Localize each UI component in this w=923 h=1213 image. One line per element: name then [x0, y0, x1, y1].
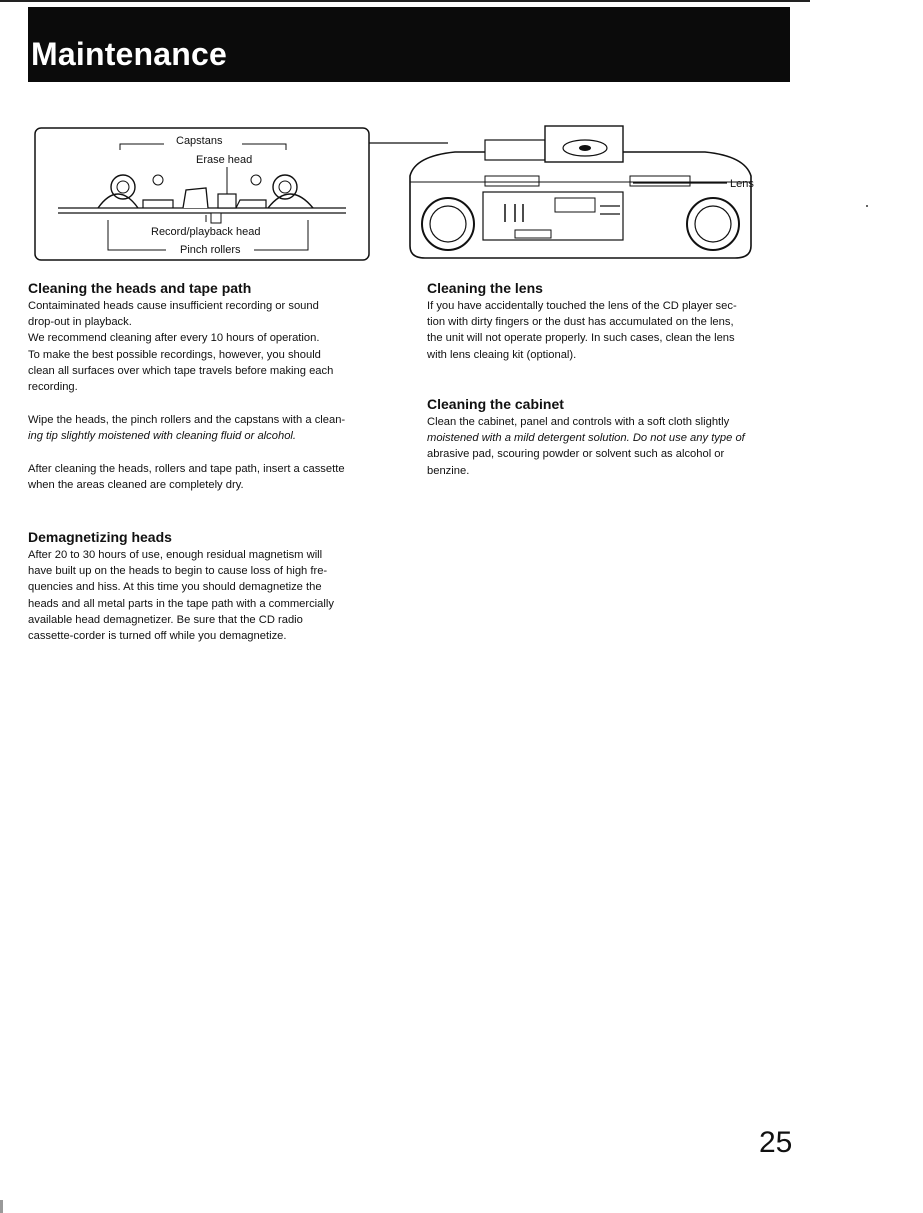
cabinet-paragraph: Clean the cabinet, panel and controls with a soft cloth slightly moistened with a mild detergent solution. Do not use any type of abrasive pad, scouring powder or solvent such as alcohol or benzine. — [427, 416, 745, 477]
erase-head — [218, 194, 236, 208]
demag-section-title: Demagnetizing heads — [28, 529, 172, 545]
cabinet-section-title: Cleaning the cabinet — [427, 396, 564, 412]
page-number: 25 — [759, 1126, 793, 1159]
head-block-right — [236, 200, 266, 208]
pinch-rollers-label: Pinch rollers — [180, 244, 241, 256]
page-title: Maintenance — [31, 36, 228, 72]
scan-corner-mark — [0, 1200, 3, 1213]
heads-paragraph-2: Wipe the heads, the pinch rollers and the capstans with a clean- ing tip slightly moistened with cleaning fluid or alcohol. — [28, 414, 346, 443]
record-playback-head — [183, 188, 208, 208]
demag-paragraph: After 20 to 30 hours of use, enough residual magnetism will have built up on the heads to begin to cause loss of high fre- quencies and hiss. At this time you should demagnetize the heads and all metal parts in the tape path with a commercially available head demagnetizer. Be sure that the CD radio cassette-corder is turned off while you demagnetize. — [28, 549, 334, 643]
lens-label: Lens — [730, 178, 754, 190]
tape-heads-figure — [28, 120, 378, 270]
capstans-bracket — [120, 144, 164, 150]
heads-paragraph-3: After cleaning the heads, rollers and tape path, insert a cassette when the areas cleaned are completely dry. — [28, 463, 345, 492]
heads-paragraph-1: Contaiminated heads cause insufficient recording or sound drop-out in playback. We recommend cleaning after every 10 hours of operation. To make the best possible recordings, however, you should clean all surfaces over which tape travels before making each recording. — [28, 300, 334, 394]
lens-section-title: Cleaning the lens — [427, 280, 543, 296]
top-rule — [0, 0, 810, 2]
heads-section-title: Cleaning the heads and tape path — [28, 280, 252, 296]
erase-head-label: Erase head — [196, 154, 253, 166]
cassette-door — [485, 140, 545, 160]
capstans-label: Capstans — [176, 135, 223, 147]
lens-paragraph: If you have accidentally touched the lens of the CD player sec- tion with dirty fingers or the dust has accumulated on the lens, the unit will not operate properly. In such cases, clean the lens with lens cleaing kit (optional). — [427, 300, 737, 361]
cd-lid — [545, 126, 623, 162]
record-head-label: Record/playback head — [151, 226, 261, 238]
screw-left — [153, 175, 163, 185]
head-block-left — [143, 200, 173, 208]
scan-dot — [866, 205, 868, 207]
screw-right — [251, 175, 261, 185]
cd-unit-figure — [395, 118, 770, 263]
capstans-bracket-right — [242, 144, 286, 150]
pinch-bracket-right — [254, 220, 308, 250]
front-panel — [483, 192, 623, 240]
